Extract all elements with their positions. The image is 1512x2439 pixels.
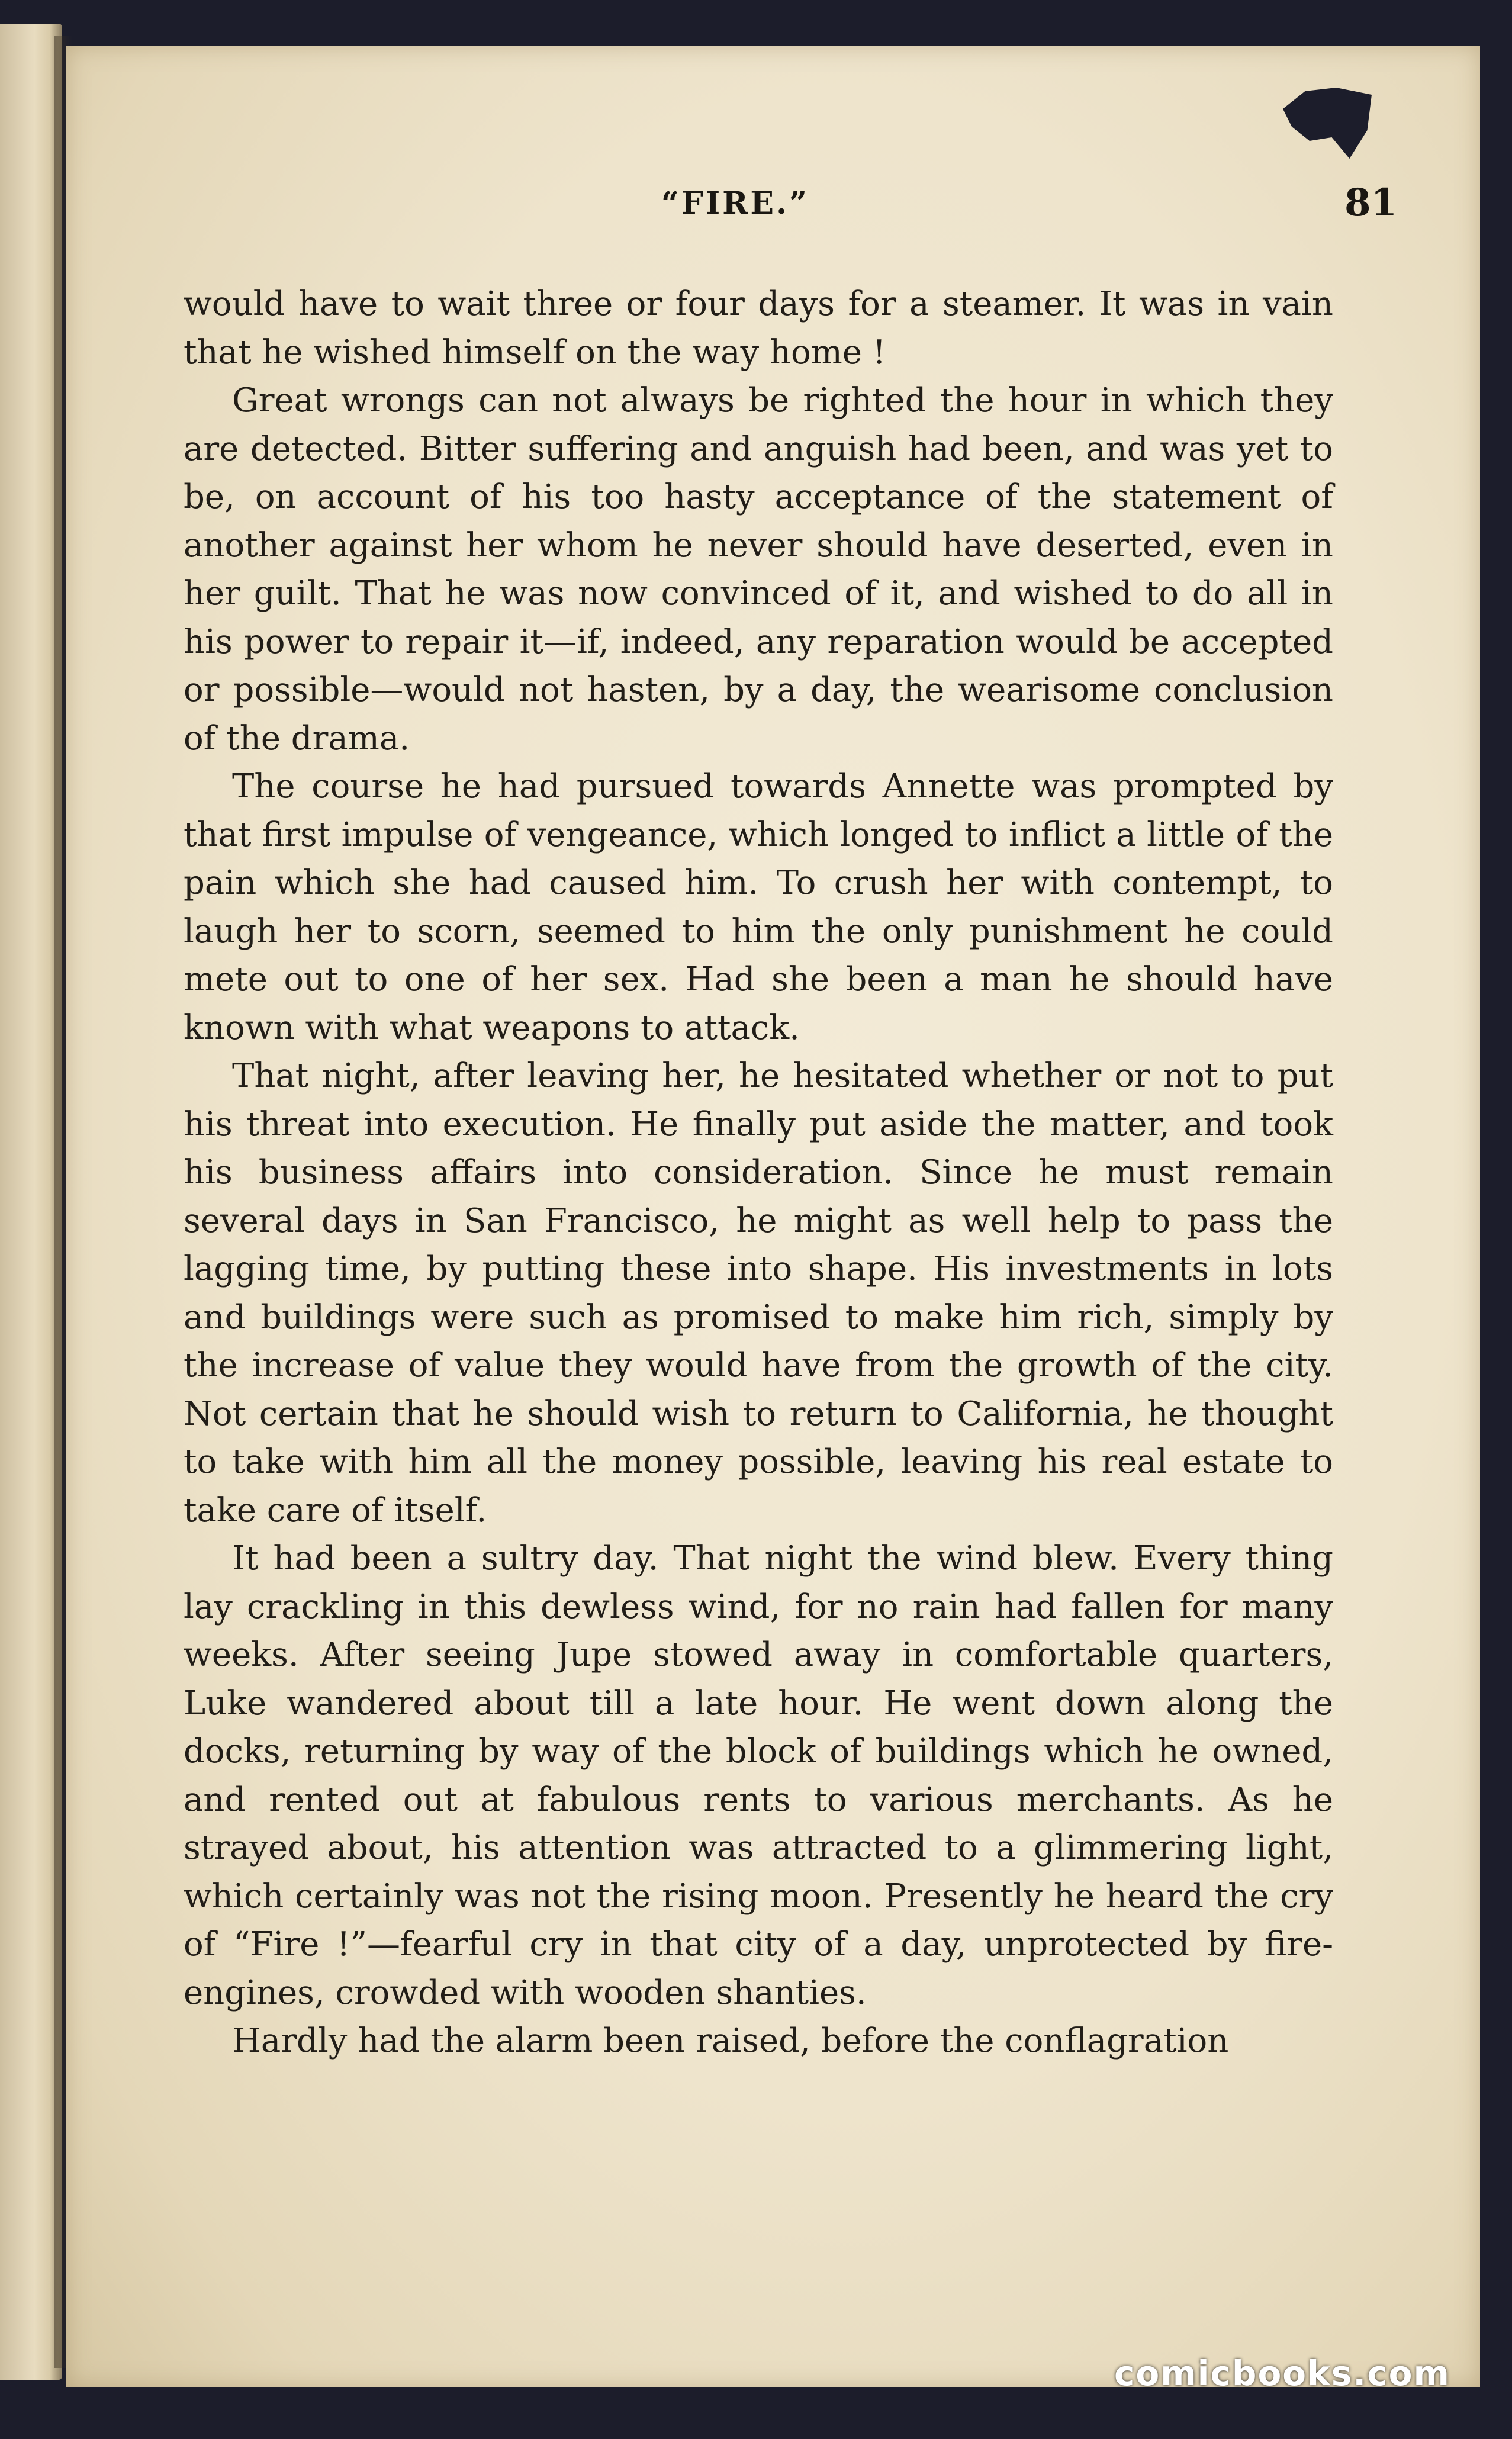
paragraph: Great wrongs can not always be righted the hour in which they are detected. Bitter suffering and anguish had been, and was yet to be, on account of his too hasty acceptance of the statement of another against her whom he never should have deserted, even in her guilt. That he was now convinced of it, and wished to do all in his power to repair it—if, indeed, any reparation would be accepted or possible—would not hasten, by a day, the wearisome conclusion of the drama. (184, 381, 1333, 758)
page-header (66, 181, 1480, 239)
book-page (66, 46, 1480, 2387)
running-head: “FIRE.” (661, 185, 810, 221)
paragraph: The course he had pursued towards Annette was prompted by that first impulse of vengeance, which longed to inflict a little of the pain which she had caused him. To crush her with contempt, to laugh her to scorn, seemed to him the only punishment he could mete out to one of her sex. Had she been a man he should have known with what weapons to attack. (184, 767, 1333, 1047)
site-watermark: comicbooks.com (1114, 2353, 1450, 2393)
paragraph-continued: would have to wait three or four days for a steamer. It was in vain that he wished himself on the way home ! (184, 285, 1333, 372)
facing-page-edge (0, 24, 62, 2380)
paragraph: It had been a sultry day. That night the wind blew. Every thing lay crackling in this dewless wind, for no rain had fallen for many weeks. After seeing Jupe stowed away in comfortable quarters, Luke wandered about till a late hour. He went down along the docks, returning by way of the block of buildings which he owned, and rented out at fabulous rents to various merchants. As he strayed about, his attention was attracted to a glimmering light, which certainly was not the rising moon. Presently he heard the cry of “Fire !”—fearful cry in that city of a day, unprotected by fire-engines, crowded with wooden shanties. (184, 1539, 1333, 2012)
paragraph-final: Hardly had the alarm been raised, before the conflagration (232, 2022, 1229, 2060)
paragraph: That night, after leaving her, he hesitated whether or not to put his threat into execution. He finally put aside the matter, and took his business affairs into consideration. Since he must remain several days in San Francisco, he might as well help to pass the lagging time, by putting these into shape. His investments in lots and buildings were such as promised to make him rich, simply by the increase of value they would have from the growth of the city. Not certain that he should wish to return to California, he thought to take with him all the money possible, leaving his real estate to take care of itself. (184, 1057, 1333, 1530)
page-number: 81 (1344, 181, 1397, 225)
torn-corner (1283, 88, 1372, 159)
page-body (184, 280, 1333, 2065)
